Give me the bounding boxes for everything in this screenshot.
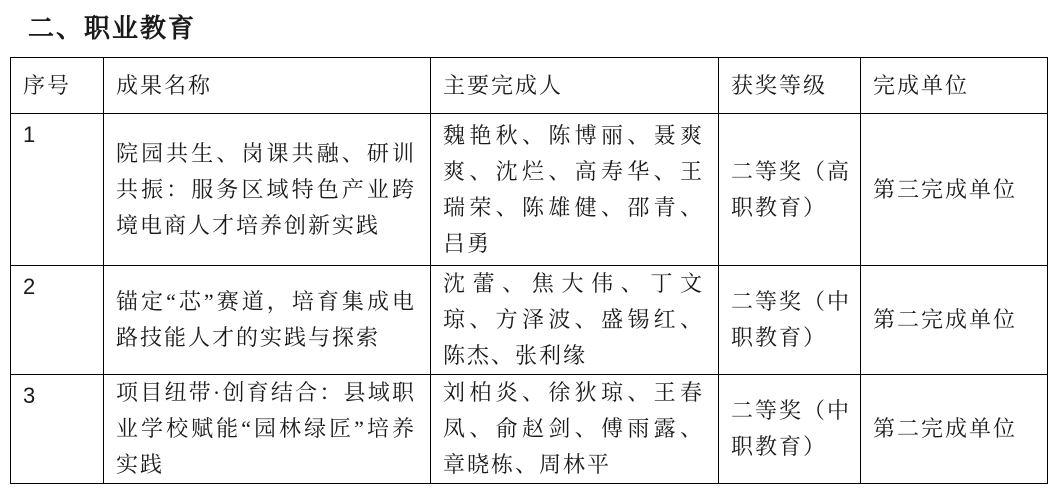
cell-seq: 1 [11,114,104,266]
header-award-level: 获奖等级 [719,58,861,114]
table-row [11,375,1048,484]
section-title: 二、职业教育 [28,14,197,43]
cell-award-level: 二等奖（高职教育） [719,114,861,266]
cell-main-contributors: 刘柏炎、徐狄琼、王春凤、俞赵剑、傅雨露、章晓栋、周林平 [431,375,719,484]
cell-main-contributors: 沈蕾、焦大伟、丁文琼、方泽波、盛锡红、陈杰、张利缘 [431,266,719,375]
cell-achievement-name: 项目纽带·创育结合：县域职业学校赋能“园林绿匠”培养实践 [104,375,431,484]
cell-completing-unit: 第三完成单位 [861,114,1048,266]
cell-achievement-name: 锚定“芯”赛道，培育集成电路技能人才的实践与探索 [104,266,431,375]
cell-award-level: 二等奖（中职教育） [719,375,861,484]
cell-achievement-name: 院园共生、岗课共融、研训共振：服务区域特色产业跨境电商人才培养创新实践 [104,114,431,266]
header-completing-unit: 完成单位 [861,58,1048,114]
table-header-row [11,58,1048,114]
table-row [11,266,1048,375]
awards-table [10,57,1048,484]
cell-seq: 3 [11,375,104,484]
cell-award-level: 二等奖（中职教育） [719,266,861,375]
header-achievement-name: 成果名称 [104,58,431,114]
cell-completing-unit: 第二完成单位 [861,375,1048,484]
cell-completing-unit: 第二完成单位 [861,266,1048,375]
table-row [11,114,1048,266]
header-main-contributors: 主要完成人 [431,58,719,114]
header-seq: 序号 [11,58,104,114]
cell-main-contributors: 魏艳秋、陈博丽、聂爽爽、沈烂、高寿华、王瑞荣、陈雄健、邵青、吕勇 [431,114,719,266]
cell-seq: 2 [11,266,104,375]
